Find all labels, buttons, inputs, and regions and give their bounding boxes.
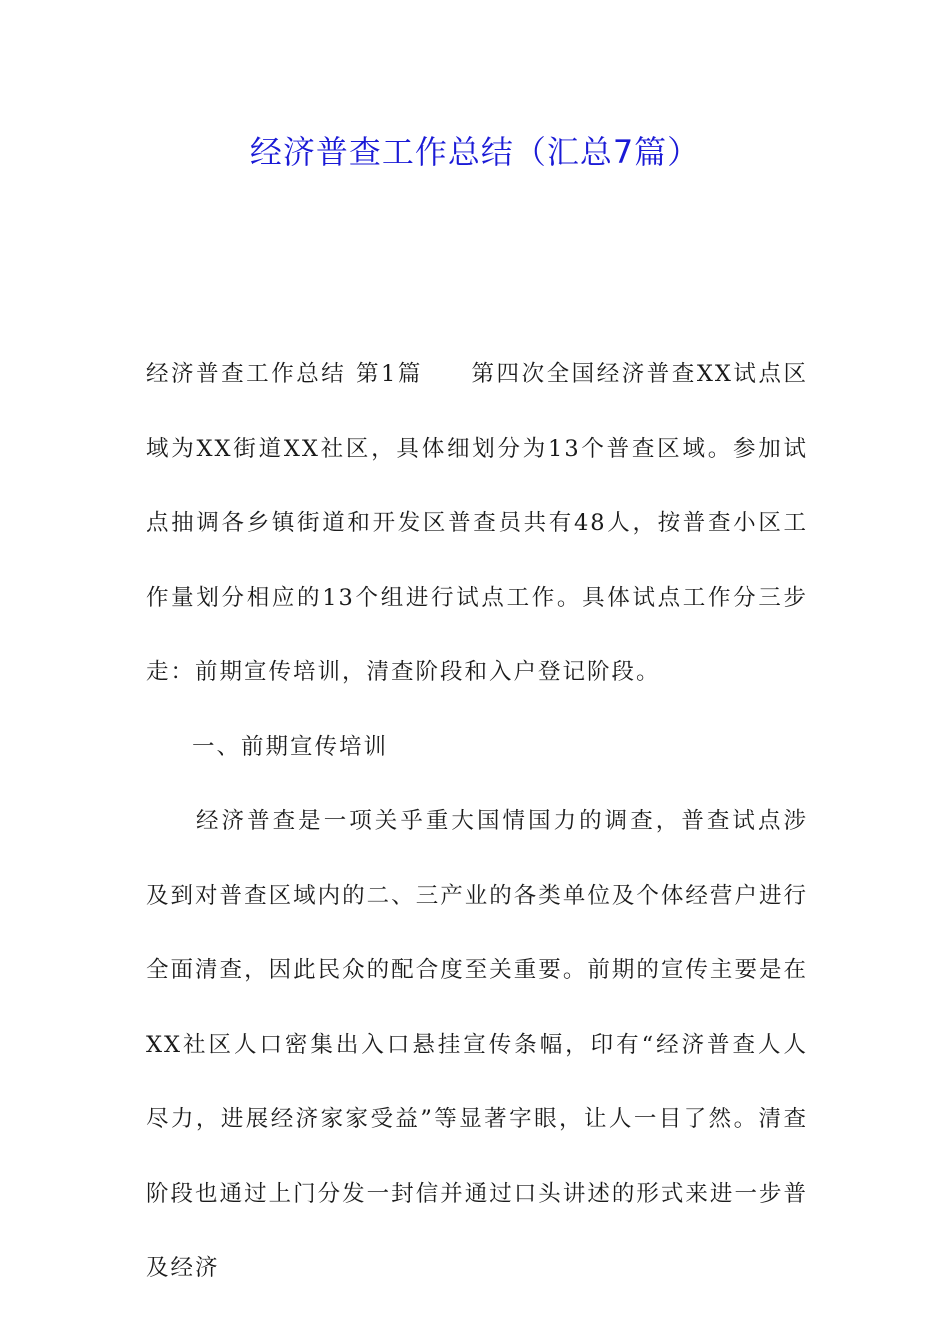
paragraph-text: 第四次全国经济普查XX试点区域为XX街道XX社区，具体细划分为13个普查区域。参加试点抽调各乡镇街道和开发区普查员共有48人，按普查小区工作量划分相应的13个组进行试点工作。具体试点工作分三步走：前期宣传培训，清查阶段和入户登记阶段。: [146, 361, 809, 685]
document-title: 经济普查工作总结（汇总7篇）: [249, 133, 701, 171]
document-body: [146, 337, 808, 1306]
paragraph-text: 经济普查是一项关乎重大国情国力的调查，普查试点涉及到对普查区域内的二、三产业的各类单位及个体经营户进行全面清查，因此民众的配合度至关重要。前期的宣传主要是在XX社区人口密集出入口悬挂宣传条幅，印有“经济普查人人尽力，进展经济家家受益”等显著字眼，让人一目了然。清查阶段也通过上门分发一封信并通过口头讲述的形式来进一步普及经济: [146, 808, 808, 1281]
section-heading: 一、前期宣传培训: [192, 733, 389, 760]
first-paragraph: [146, 337, 808, 710]
section-label: 经济普查工作总结 第1篇: [146, 361, 423, 387]
